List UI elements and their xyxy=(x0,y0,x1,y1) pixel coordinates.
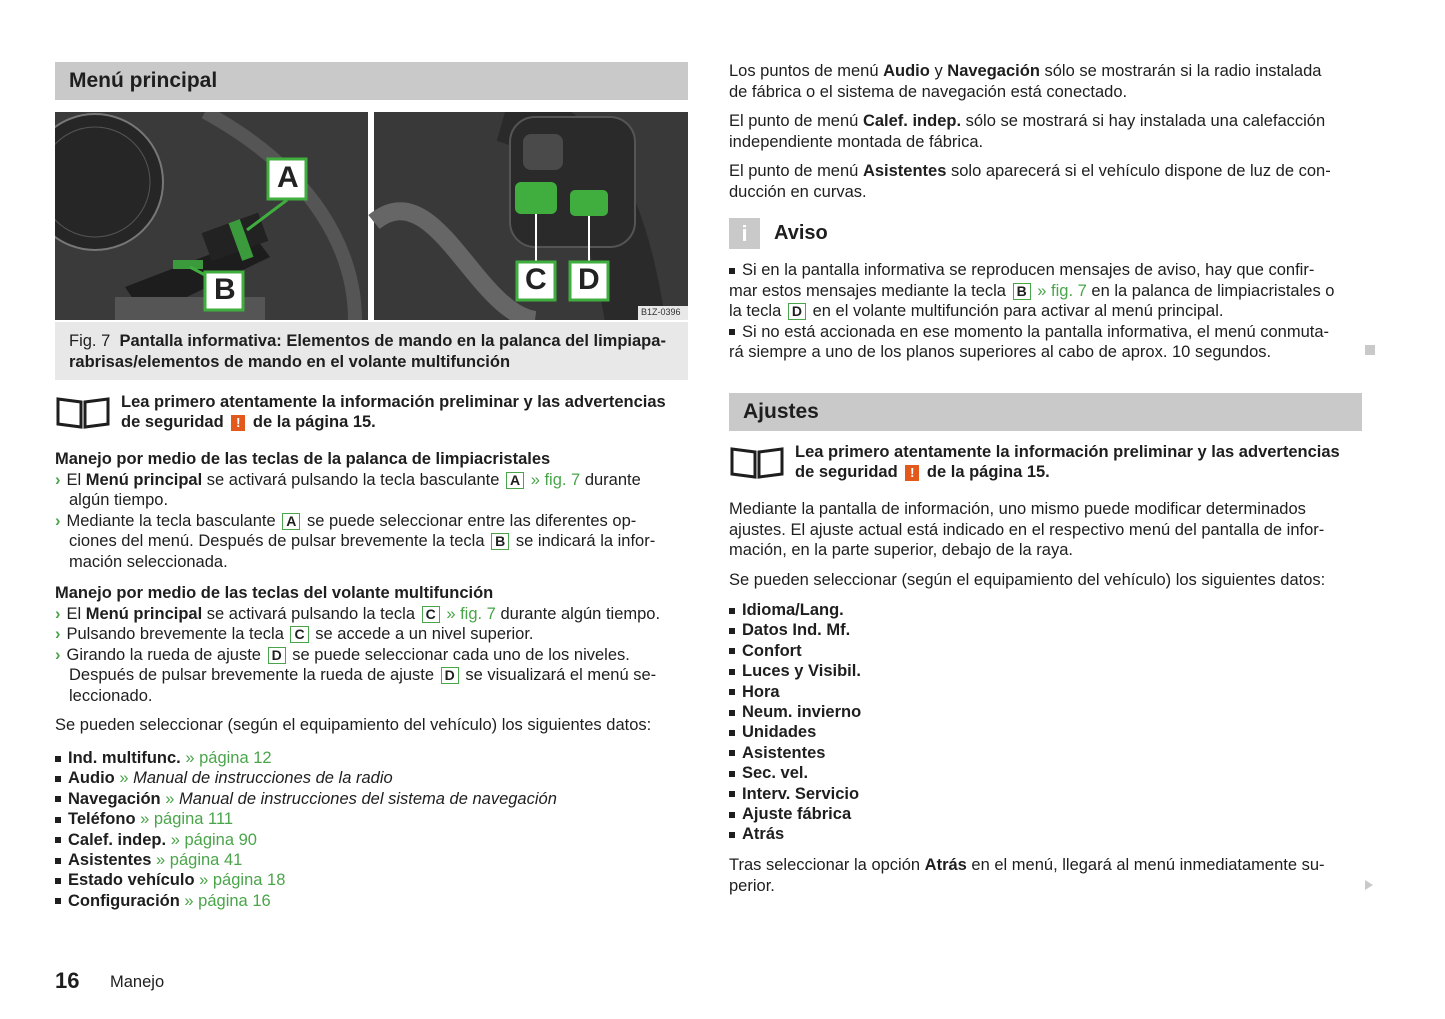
paragraph-continuation: mación, en la parte superior, debajo de la raya. xyxy=(729,541,1073,559)
bullet-icon xyxy=(729,791,735,797)
bullet-icon xyxy=(55,756,61,762)
caption-fig-label: Fig. 7 xyxy=(69,332,111,350)
figure-label-b: B xyxy=(214,273,236,306)
settings-item: Idioma/Lang. xyxy=(729,600,1362,620)
figure-label-a: A xyxy=(277,161,299,194)
figure-label-d: D xyxy=(578,263,600,296)
menu-item: Ind. multifunc. » página 12 xyxy=(55,748,688,768)
bullet-icon xyxy=(729,812,735,818)
note-line2-pre: de seguridad xyxy=(795,463,898,481)
paragraph: Mediante la pantalla de información, uno mismo puede modificar determinados xyxy=(729,500,1306,518)
page-number: 16 xyxy=(55,968,80,993)
bullet-icon xyxy=(55,837,61,843)
note-line1: Lea primero atentamente la información preliminar y las advertencias xyxy=(121,393,666,411)
menu-item: Audio » Manual de instrucciones de la radio xyxy=(55,768,688,788)
bullet-icon xyxy=(729,771,735,777)
chevron-right-icon: › xyxy=(55,625,61,643)
instruction-continuation: leccionado. xyxy=(69,686,153,705)
figure-7 xyxy=(55,112,688,320)
bullet-icon xyxy=(729,689,735,695)
key-a: A xyxy=(506,472,524,489)
instruction-item: › Pulsando brevemente la tecla C se accede a un nivel superior. xyxy=(55,625,534,643)
key-b: B xyxy=(491,533,509,550)
paragraph-continuation: ajustes. El ajuste actual está indicado en el respectivo menú del pantalla de infor- xyxy=(729,520,1325,539)
page-link[interactable]: » página 18 xyxy=(199,871,286,890)
paragraph: Tras seleccionar la opción Atrás en el menú, llegará al menú inmediatamente su- xyxy=(729,856,1325,874)
note-line2-post: de la página 15. xyxy=(926,463,1050,481)
bullet-icon xyxy=(729,730,735,736)
settings-item: Sec. vel. xyxy=(729,763,1362,783)
page-link[interactable]: » página 41 xyxy=(156,851,243,870)
warning-icon: ! xyxy=(231,415,245,431)
menu-item: Asistentes » página 41 xyxy=(55,850,688,870)
bullet-icon xyxy=(729,710,735,716)
instruction-item: › Mediante la tecla basculante A se puede seleccionar entre las diferentes op- xyxy=(55,511,637,530)
instruction-continuation: ciones del menú. Después de pulsar brevemente la tecla B se indicará la infor- xyxy=(69,532,656,550)
settings-item: Datos Ind. Mf. xyxy=(729,620,1362,640)
page-link[interactable]: » página 16 xyxy=(184,891,271,910)
settings-item: Hora xyxy=(729,682,1362,702)
paragraph-continuation: de fábrica o el sistema de navegación está conectado. xyxy=(729,82,1128,101)
end-marker-icon xyxy=(1365,345,1375,355)
caption-text-line1: Pantalla informativa: Elementos de mando en la palanca del limpiapa- xyxy=(119,332,666,350)
continue-arrow-icon xyxy=(1365,880,1373,890)
aviso-item: Si no está accionada en ese momento la pantalla informativa, el menú conmuta- xyxy=(729,322,1369,343)
bullet-icon xyxy=(55,898,61,904)
book-icon xyxy=(729,446,785,480)
read-first-note xyxy=(55,392,688,436)
bullet-icon xyxy=(729,832,735,838)
paragraph-continuation: ducción en curvas. xyxy=(729,182,867,201)
aviso-item-continuation: rá siempre a uno de los planos superiores al cabo de aprox. 10 segundos. xyxy=(729,343,1272,361)
footer-section: Manejo xyxy=(110,973,165,991)
menu-item: Calef. indep. » página 90 xyxy=(55,830,688,850)
section-header-ajustes xyxy=(729,393,1362,431)
aviso-item-continuation: la tecla D en el volante multifunción para activar al menú principal. xyxy=(729,302,1224,320)
settings-item: Interv. Servicio xyxy=(729,784,1362,804)
bullet-icon xyxy=(55,878,61,884)
note-line2-pre: de seguridad xyxy=(121,413,224,431)
instruction-continuation: mación seleccionada. xyxy=(69,552,228,571)
fig-link[interactable]: » fig. 7 xyxy=(530,470,581,489)
paragraph-continuation: independiente montada de fábrica. xyxy=(729,132,984,151)
menu-item: Estado vehículo » página 18 xyxy=(55,870,688,890)
bullet-icon xyxy=(729,628,735,634)
subheading-wiper: Manejo por medio de las teclas de la palanca de limpiacristales xyxy=(55,450,551,468)
paragraph-continuation: perior. xyxy=(729,876,775,895)
key-d: D xyxy=(441,667,459,684)
figure-label-c: C xyxy=(525,263,547,296)
bullet-icon xyxy=(729,608,735,614)
subheading-steering: Manejo por medio de las teclas del volante multifunción xyxy=(55,584,494,602)
fig-link[interactable]: » fig. 7 xyxy=(1037,281,1087,300)
settings-item: Asistentes xyxy=(729,743,1362,763)
chevron-right-icon: › xyxy=(55,470,61,489)
figure-image-code: B1Z-0396 xyxy=(641,307,681,317)
paragraph: El punto de menú Calef. indep. sólo se mostrará si hay instalada una calefacción xyxy=(729,112,1326,130)
book-icon xyxy=(55,396,111,430)
note-line2-post: de la página 15. xyxy=(252,413,376,431)
paragraph: El punto de menú Asistentes solo aparecerá si el vehículo dispone de luz de con- xyxy=(729,162,1331,180)
settings-item: Ajuste fábrica xyxy=(729,804,1362,824)
instruction-item: › El Menú principal se activará pulsando la tecla basculante A » fig. 7 durante xyxy=(55,470,641,489)
fig-link[interactable]: » fig. 7 xyxy=(446,604,496,623)
read-first-note xyxy=(729,442,1362,486)
page-link[interactable]: » página 12 xyxy=(185,749,272,767)
aviso-item: Si en la pantalla informativa se reproducen mensajes de aviso, hay que confir- xyxy=(729,260,1369,281)
aviso-item-continuation: mar estos mensajes mediante la tecla B » fig. 7 en la palanca de limpiacristales o xyxy=(729,281,1335,300)
figure-caption xyxy=(55,322,688,380)
menu-items-list xyxy=(55,748,688,911)
instruction-item: › Girando la rueda de ajuste D se puede seleccionar cada uno de los niveles. xyxy=(55,645,630,664)
settings-item: Confort xyxy=(729,641,1362,661)
instruction-continuation: algún tiempo. xyxy=(69,491,169,509)
section-title: Menú principal xyxy=(69,69,218,92)
paragraph: Los puntos de menú Audio y Navegación sólo se mostrarán si la radio instalada xyxy=(729,62,1322,80)
instruction-continuation: Después de pulsar brevemente la rueda de ajuste D se visualizará el menú se- xyxy=(69,666,657,684)
section-title: Ajustes xyxy=(743,400,819,423)
bullet-icon xyxy=(729,648,735,654)
settings-list xyxy=(729,600,1362,845)
bullet-icon xyxy=(55,776,61,782)
key-c: C xyxy=(290,626,308,643)
note-line1: Lea primero atentamente la información preliminar y las advertencias xyxy=(795,443,1340,461)
settings-item: Neum. invierno xyxy=(729,702,1362,722)
page-link[interactable]: » página 111 xyxy=(140,810,234,829)
page-link[interactable]: » xyxy=(119,769,134,788)
menu-item: Navegación » Manual de instrucciones del sistema de navegación xyxy=(55,789,688,809)
warning-icon: ! xyxy=(905,465,919,481)
info-icon: i xyxy=(729,218,760,249)
key-a: A xyxy=(282,513,300,530)
section-header-menu-principal xyxy=(55,62,688,100)
settings-item: Atrás xyxy=(729,824,1362,844)
bullet-icon xyxy=(729,669,735,675)
caption-text-line2: rabrisas/elementos de mando en el volante multifunción xyxy=(69,353,511,371)
chevron-right-icon: › xyxy=(55,645,61,664)
menu-item: Configuración » página 16 xyxy=(55,891,688,911)
instruction-item: › El Menú principal se activará pulsando la tecla C » fig. 7 durante algún tiempo. xyxy=(55,604,661,623)
key-b: B xyxy=(1013,283,1031,300)
chevron-right-icon: › xyxy=(55,511,61,530)
settings-item: Unidades xyxy=(729,722,1362,742)
settings-item: Luces y Visibil. xyxy=(729,661,1362,681)
select-text: Se pueden seleccionar (según el equipamiento del vehículo) los siguientes datos: xyxy=(55,716,652,734)
bullet-icon xyxy=(55,817,61,823)
chevron-right-icon: › xyxy=(55,604,61,623)
key-d: D xyxy=(788,303,806,320)
select-text: Se pueden seleccionar (según el equipamiento del vehículo) los siguientes datos: xyxy=(729,570,1326,589)
bullet-icon xyxy=(729,750,735,756)
bullet-icon xyxy=(55,796,61,802)
bullet-icon xyxy=(55,858,61,864)
menu-item: Teléfono » página 111 xyxy=(55,809,688,829)
key-d: D xyxy=(268,647,286,664)
page-link[interactable]: » página 90 xyxy=(170,830,257,849)
page-link[interactable]: » xyxy=(165,789,179,808)
key-c: C xyxy=(422,606,440,623)
aviso-title: Aviso xyxy=(774,222,828,244)
